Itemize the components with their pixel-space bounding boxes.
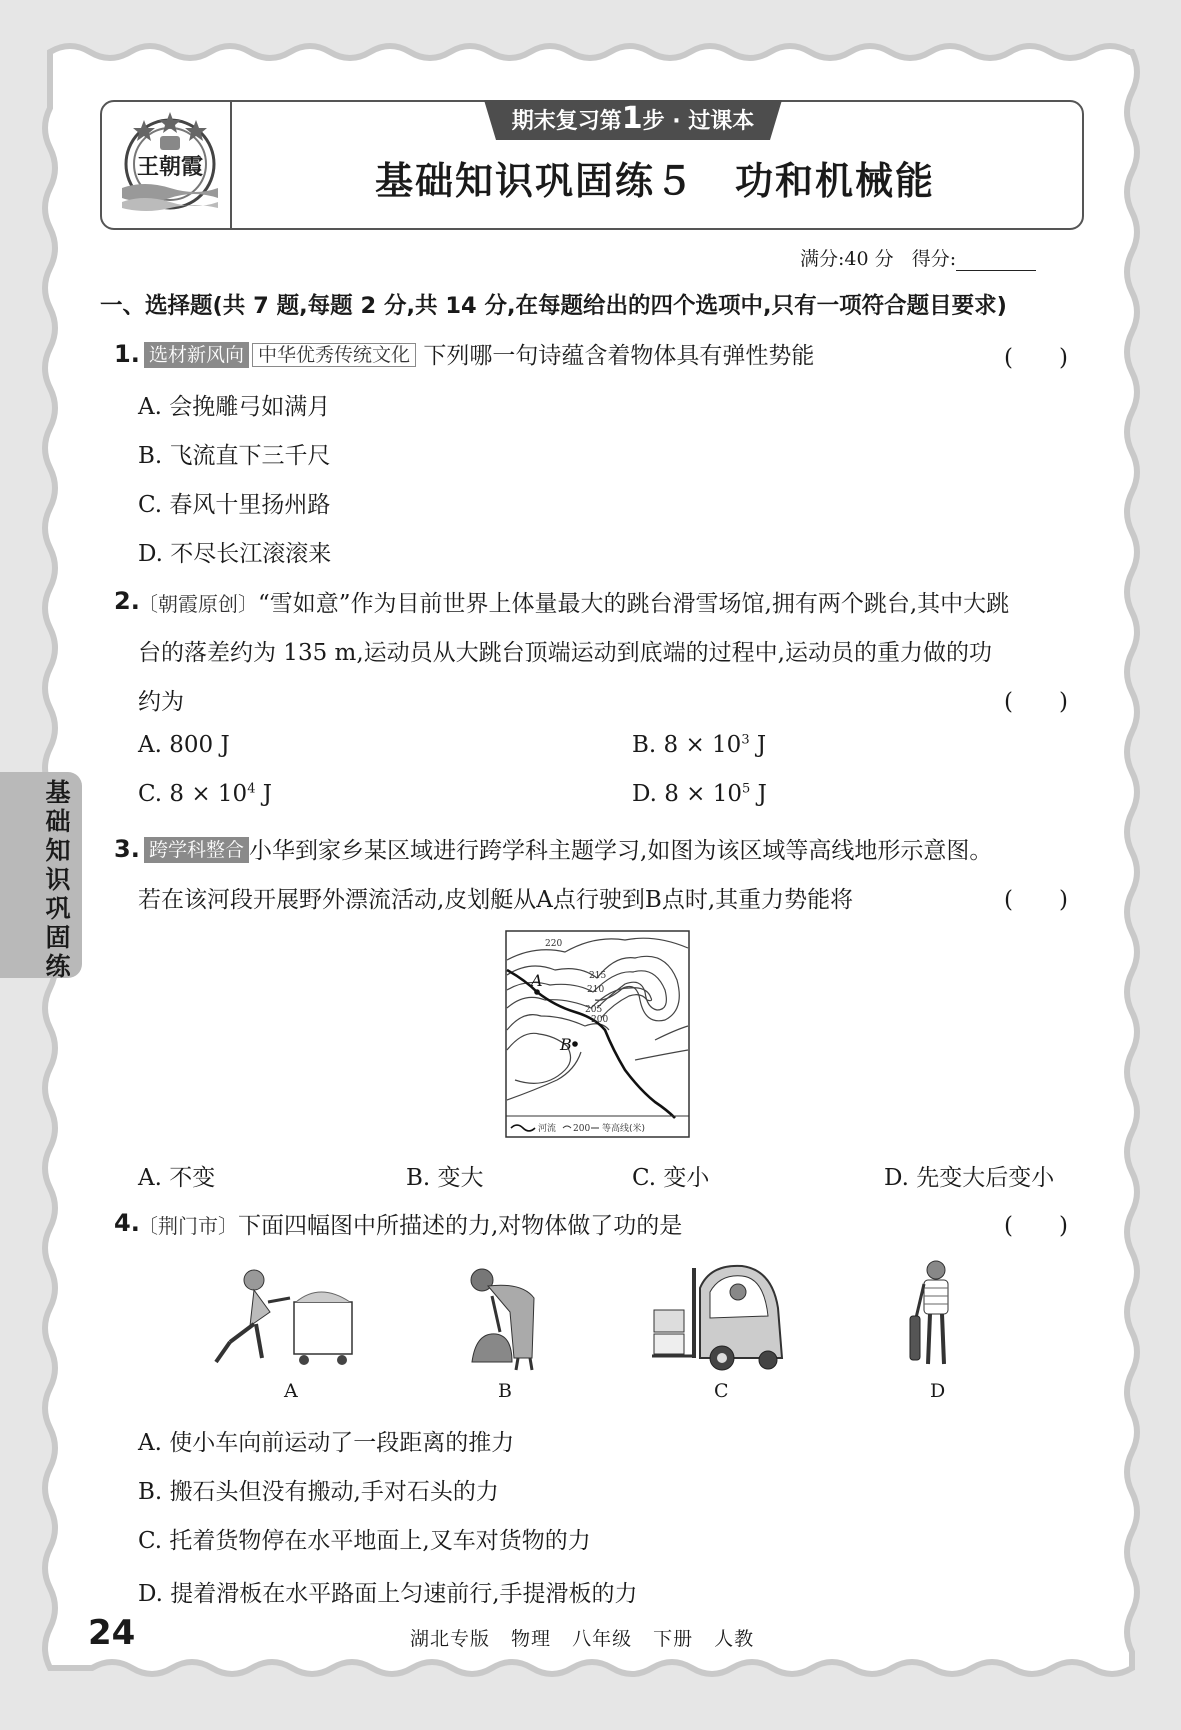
legend-river: 河流 — [538, 1124, 557, 1134]
q1-tag-culture: 中华优秀传统文化 — [252, 343, 416, 367]
q2-d-base: D. 8 × 10 — [632, 781, 743, 807]
contour-label-200: 200 — [591, 1015, 609, 1025]
step-banner — [484, 100, 782, 140]
q2-line2: 台的落差约为 135 m,运动员从大跳台顶端运动到底端的过程中,运动员的重力做的功 — [138, 640, 992, 666]
q4-option-c[interactable]: C. 托着货物停在水平地面上,叉车对货物的力 — [138, 1528, 591, 1554]
q3-option-a[interactable]: A. 不变 — [138, 1165, 216, 1191]
q3-tag: 跨学科整合 — [144, 837, 249, 863]
q2-d-unit: J — [750, 781, 767, 807]
q2-line3: 约为 — [138, 689, 184, 715]
q4-option-a[interactable]: A. 使小车向前运动了一段距离的推力 — [138, 1430, 515, 1456]
legend-contour: 等高线(米) — [602, 1124, 646, 1134]
q4-answer-paren[interactable]: ( ) — [1004, 1213, 1068, 1239]
contour-label-215: 215 — [589, 971, 607, 981]
q3-line2: 若在该河段开展野外漂流活动,皮划艇从A点行驶到B点时,其重力势能将 — [138, 887, 854, 913]
got-score-label: 得分: — [911, 248, 957, 270]
q2-b-unit: J — [749, 732, 767, 758]
q3-option-b[interactable]: B. 变大 — [406, 1165, 484, 1191]
figure-d-carrying-skateboard-icon — [900, 1258, 970, 1373]
step-number: 1 — [621, 101, 643, 136]
q4-text: 下面四幅图中所描述的力,对物体做了功的是 — [238, 1213, 683, 1239]
q2-option-d[interactable] — [632, 781, 767, 807]
step-prefix: 期末复习第 — [511, 109, 622, 134]
q1-tag-new: 选材新风向 — [144, 342, 249, 368]
q2-c-base: C. 8 × 10 — [138, 781, 248, 807]
q2-d-exp: 5 — [742, 781, 751, 797]
q3-text-1: 小华到家乡某区域进行跨学科主题学习,如图为该区域等高线地形示意图。 — [249, 838, 993, 864]
logo-text: 王朝霞 — [136, 154, 204, 180]
section-heading: 一、选择题(共 7 题,每题 2 分,共 14 分,在每题给出的四个选项中,只有一项符合题目要求) — [100, 293, 1007, 319]
q2-b-exp: 3 — [741, 732, 750, 748]
q1-option-a[interactable]: A. 会挽雕弓如满月 — [138, 394, 331, 420]
q4-source: 〔荆门市〕 — [138, 1214, 238, 1238]
map-point-b: B — [560, 1035, 572, 1054]
contour-map — [505, 930, 690, 1138]
contour-label-205: 205 — [585, 1005, 603, 1015]
q1-stem — [144, 337, 814, 370]
q3-option-d[interactable]: D. 先变大后变小 — [884, 1165, 1055, 1191]
score-line — [800, 244, 1082, 271]
q3-option-c[interactable]: C. 变小 — [632, 1165, 710, 1191]
q4-number: 4. — [114, 1209, 140, 1237]
figure-c-forklift-icon — [650, 1258, 790, 1373]
q2-c-unit: J — [255, 781, 273, 807]
q2-answer-paren[interactable]: ( ) — [1004, 689, 1068, 715]
contour-label-220: 220 — [545, 939, 563, 949]
figure-a-pushing-cart-icon — [210, 1262, 360, 1372]
score-blank — [956, 252, 1036, 271]
header-divider — [230, 100, 232, 228]
q3-line1 — [144, 832, 992, 865]
figure-label-a: A — [284, 1380, 298, 1402]
figure-label-b: B — [498, 1380, 512, 1402]
side-tab-text: 基础知识巩固练 — [45, 778, 71, 981]
figure-b-lifting-stone-icon — [452, 1262, 562, 1372]
q3-answer-paren[interactable]: ( ) — [1004, 887, 1068, 913]
footer-info: 湖北专版 物理 八年级 下册 人教 — [410, 1628, 755, 1650]
q2-line1 — [138, 585, 1009, 618]
q2-c-exp: 4 — [247, 781, 256, 797]
contour-label-210: 210 — [587, 985, 605, 995]
legend-contour-value: 200 — [573, 1124, 591, 1134]
q2-text-1: “雪如意”作为目前世界上体量最大的跳台滑雪场馆,拥有两个跳台,其中大跳 — [258, 591, 1010, 617]
q4-option-b[interactable]: B. 搬石头但没有搬动,手对石头的力 — [138, 1479, 499, 1505]
q2-option-b[interactable] — [632, 732, 766, 758]
map-point-a: A — [531, 971, 543, 990]
q2-source: 〔朝霞原创〕 — [138, 592, 258, 616]
q1-option-d[interactable]: D. 不尽长江滚滚来 — [138, 541, 332, 567]
page-number: 24 — [88, 1613, 136, 1653]
q1-text: 下列哪一句诗蕴含着物体具有弹性势能 — [423, 343, 815, 369]
q2-number: 2. — [114, 587, 140, 615]
page-title: 基础知识巩固练５ 功和机械能 — [374, 159, 935, 203]
figure-label-d: D — [930, 1380, 946, 1402]
q1-option-b[interactable]: B. 飞流直下三千尺 — [138, 443, 331, 469]
logo-emblem-icon — [114, 106, 226, 218]
q4-option-d[interactable]: D. 提着滑板在水平路面上匀速前行,手提滑板的力 — [138, 1581, 638, 1607]
q1-option-c[interactable]: C. 春风十里扬州路 — [138, 492, 331, 518]
q1-number: 1. — [114, 340, 140, 368]
q1-answer-paren[interactable]: ( ) — [1004, 345, 1068, 371]
figure-label-c: C — [714, 1380, 729, 1402]
step-suffix: 步 · 过课本 — [642, 109, 755, 134]
full-score: 满分:40 分 — [800, 248, 894, 270]
q2-option-c[interactable] — [138, 781, 272, 807]
q4-stem — [138, 1207, 682, 1240]
q3-number: 3. — [114, 835, 140, 863]
q2-b-base: B. 8 × 10 — [632, 732, 742, 758]
q2-option-a[interactable]: A. 800 J — [138, 732, 230, 758]
